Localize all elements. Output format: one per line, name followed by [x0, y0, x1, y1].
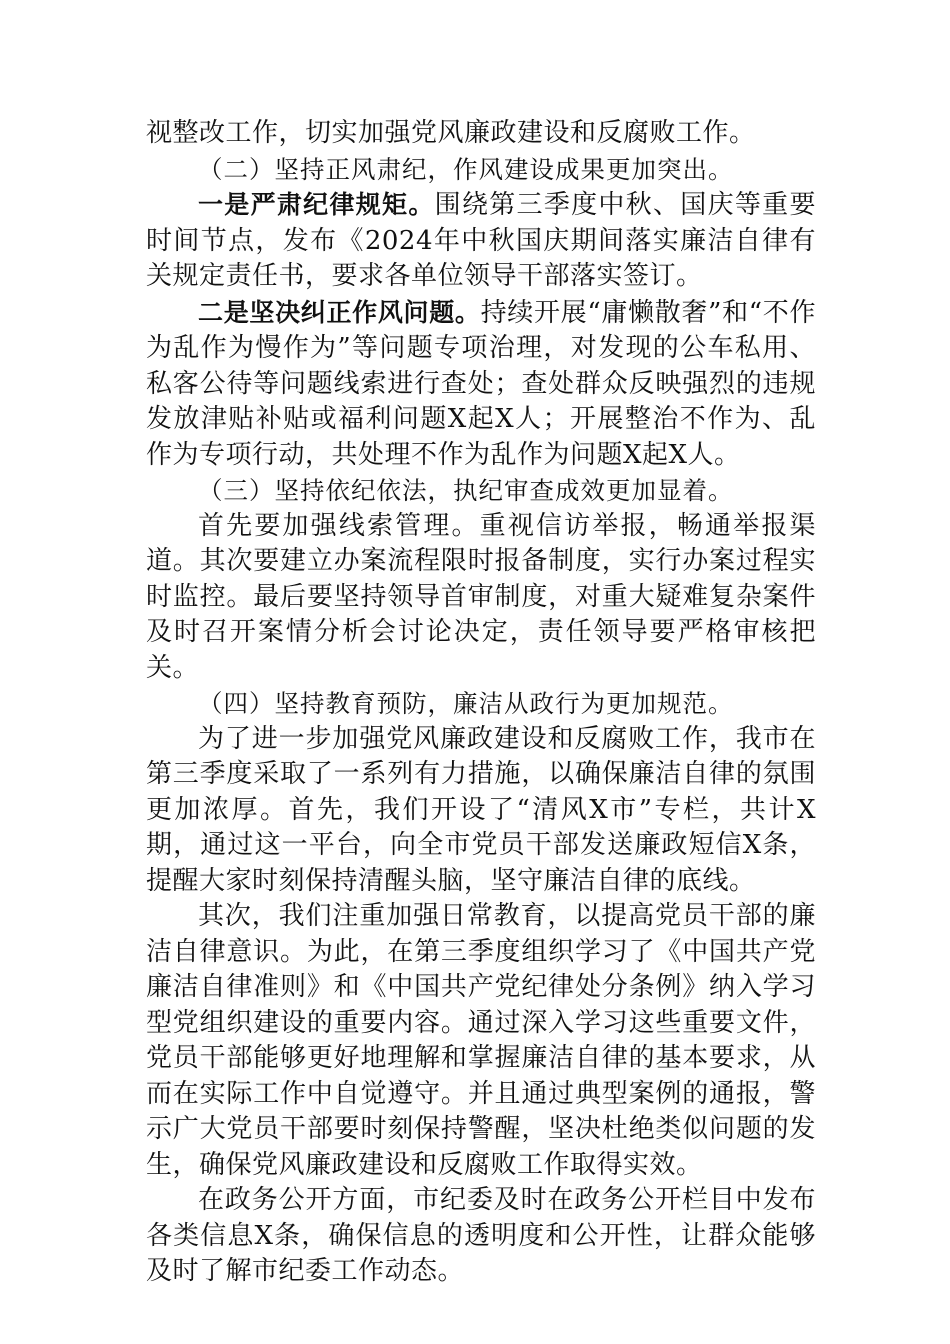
paragraph-measures: 为了进一步加强党风廉政建设和反腐败工作，我市在第三季度采取了一系列有力措施，以确保廉洁自律的氛围更加浓厚。首先，我们开设了“清风X市”专栏，共计X期，通过这一平台，向全市党员干部发送廉政短信X条，提醒大家时刻保持清醒头脑，坚守廉洁自律的底线。 — [146, 723, 816, 896]
document-body — [146, 116, 816, 1290]
section-heading-3: （三）坚持依纪依法，执纪审查成效更加显着。 — [198, 476, 734, 505]
paragraph-education: 其次，我们注重加强日常教育，以提高党员干部的廉洁自律意识。为此，在第三季度组织学习了《中国共产党廉洁自律准则》和《中国共产党纪律处分条例》纳入学习型党组织建设的重要内容。通过深入学习这些重要文件，党员干部能够更好地理解和掌握廉洁自律的基本要求，从而在实际工作中自觉遵守。并且通过典型案例的通报，警示广大党员干部要时刻保持警醒，坚决杜绝类似问题的发生，确保党风廉政建设和反腐败工作取得实效。 — [146, 901, 816, 1180]
paragraph-discipline-rules — [146, 187, 816, 295]
paragraph-lead-1: 一是严肃纪律规矩。 — [198, 190, 435, 219]
paragraph-disclosure: 在政务公开方面，市纪委及时在政务公开栏目中发布各类信息X条，确保信息的透明度和公开性，让群众能够及时了解市纪委工作动态。 — [146, 1185, 816, 1286]
paragraph-body-1: 围绕第三季度中秋、国庆等重要时间节点，发布《2024年中秋国庆期间落实廉洁自律有关规定责任书，要求各单位领导干部落实签订。 — [146, 190, 816, 291]
section-heading-4: （四）坚持教育预防，廉洁从政行为更加规范。 — [198, 689, 734, 718]
section-heading-2: （二）坚持正风肃纪，作风建设成果更加突出。 — [198, 154, 734, 184]
paragraph-body-2: 持续开展“庸懒散奢”和“不作为乱作为慢作为”等问题专项治理，对发现的公车私用、私客公待等问题线索进行查处；查处群众反映强烈的违规发放津贴补贴或福利问题X起X人；开展整治不作为、乱作为专项行动，共处理不作为乱作为问题X起X人。 — [146, 297, 816, 470]
paragraph-work-style — [146, 295, 816, 474]
paragraph-lead-2: 二是坚决纠正作风问题。 — [198, 297, 481, 327]
paragraph-clue-management: 首先要加强线索管理。重视信访举报，畅通举报渠道。其次要建立办案流程限时报备制度，实行办案过程实时监控。最后要坚持领导首审制度，对重大疑难复杂案件及时召开案情分析会讨论决定，责任领导要严格审核把关。 — [146, 510, 816, 683]
paragraph-continuation: 视整改工作，切实加强党风廉政建设和反腐败工作。 — [146, 118, 756, 148]
